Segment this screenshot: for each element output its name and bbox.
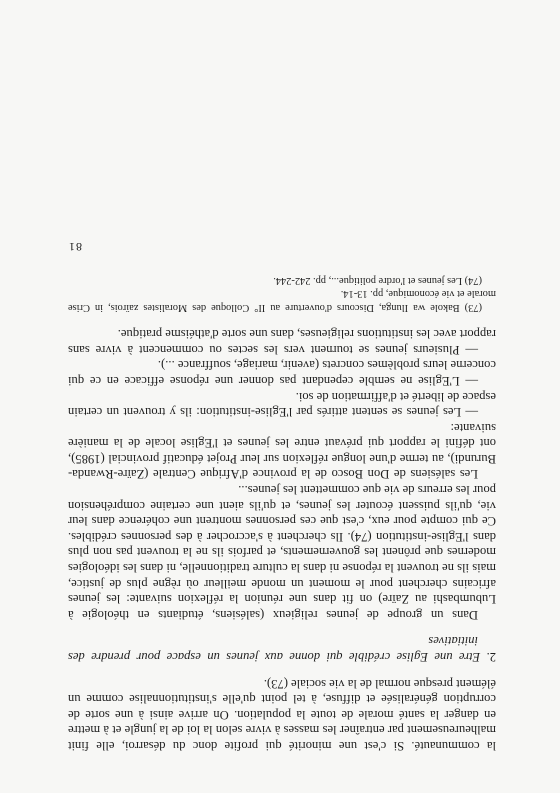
body-paragraph: Les salésiens de Don Bosco de la province d'Afrique Centrale (Zaïre-Rwanda-Burundi), au terme d'une longue réflexion sur leur Projet éducatif provincial (1985), ont défini le rapport qui prévaut entre les jeunes et l'Eglise locale de la manière suivante: bbox=[68, 420, 496, 482]
bullet-item: — Les jeunes se sentent attirés par l'Eglise-institution: ils y trouvent un certain espace de liberté et d'affirmation de soi. bbox=[68, 389, 496, 420]
section-heading bbox=[68, 633, 496, 664]
footnote: (73) Bakole wa Ilunga, Discours d'ouverture au II° Colloque des Moralistes zaïrois, in Crise morale et vie économique, pp. 13-14. bbox=[68, 288, 496, 313]
page-content bbox=[68, 238, 496, 753]
bullet-item: — L'Eglise ne semble cependant pas donner une réponse efficace en ce qui concerne leurs problèmes concrets (avenir, mariage, souffrance ...). bbox=[68, 358, 496, 388]
section-title: Etre une Eglise crédible qui donne aux jeunes un espace pour prendre des initiatives bbox=[68, 634, 481, 665]
page-number: 81 bbox=[68, 239, 82, 254]
body-paragraph: Dans un groupe de jeunes religieux (salésiens, étudiants en théologie à Lubumbashi au Zaïre) on fit dans une réunion la réflexion suivante: les jeunes africains cherchent pour le moment un monde meilleur où règne plus de justice, mais ils ne trouvent la réponse ni dans la culture traditionnelle, ni dans les idéologies modernes que prônent les gouvernements, et parfois ils ne la trouvent pas non plus dans l'Eglise-institution (74). Ils cherchent à s'accrocher à des personnes crédibles. Ce qui compte pour eux, c'est que ces personnes montrent une cohérence dans leur vie, qu'ils puissent écouter les jeunes, et qu'ils aient une certaine compréhension pour les erreurs de vie que commettent les jeunes... bbox=[68, 483, 496, 622]
body-paragraph: la communauté. Si c'est une minorité qui profite donc du désarroi, elle finit malheureusement par entraîner les masses à vivre selon la loi de la jungle et à mettre en danger la santé morale de toute la population. On arrive ainsi à une sorte de corruption généralisée et diffuse, à tel point qu'elle s'institutionnalise comme un élément presque normal de la vie sociale (73). bbox=[68, 676, 496, 753]
footnote: (74) Les jeunes et l'ordre politique..., pp. 242-244. bbox=[273, 275, 482, 287]
section-number: 2. bbox=[486, 650, 496, 665]
bullet-item: — Plusieurs jeunes se tournent vers les sectes ou commencent à vivre sans rapport avec les institutions religieuses, dans une sorte d'athéisme pratique. bbox=[68, 327, 496, 357]
footnotes bbox=[68, 274, 496, 314]
